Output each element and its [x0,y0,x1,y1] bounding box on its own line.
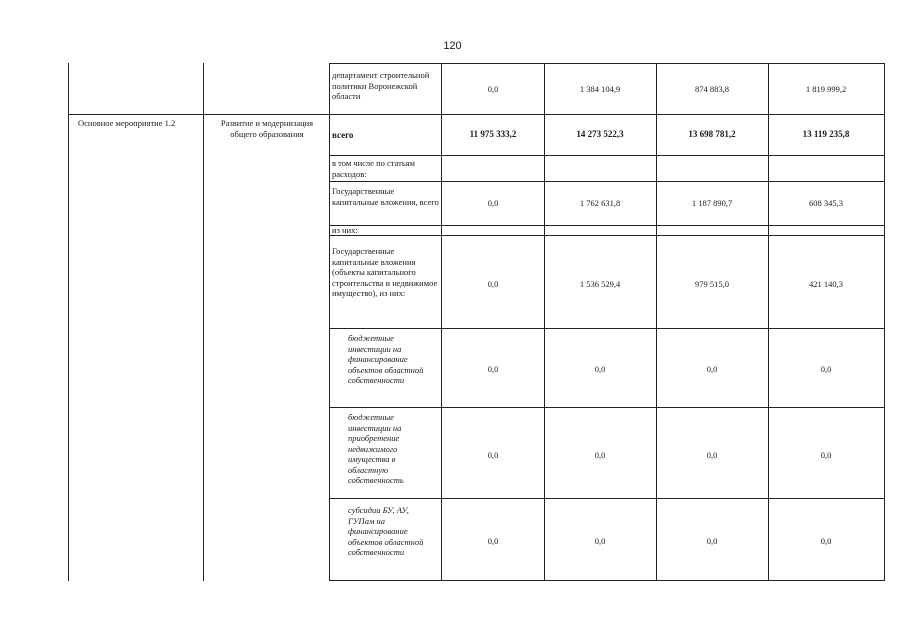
measure-name: Основное мероприятие 1.2 [78,118,176,128]
row-acquisition-value-2: 0,0 [594,450,606,460]
row-label-capital-objects: Государственные капитальные вложения (объекты капитального строительства и недвижимое имущество), из них: [332,246,438,298]
row-financing-value-3: 0,0 [706,364,718,374]
row-subsidies-value-2: 0,0 [594,536,606,546]
row-label-capital-investments: Государственные капитальные вложения, всего [332,186,439,207]
row-objects-value-4: 421 140,3 [809,279,843,289]
row-department-value-4: 1 819 999,2 [805,84,847,94]
row-total-value-3: 13 698 781,2 [688,129,736,139]
row-objects-value-3: 979 515,0 [695,279,729,289]
row-capital-value-2: 1 762 631,8 [579,198,621,208]
row-financing-value-1: 0,0 [487,364,499,374]
row-acquisition-value-3: 0,0 [706,450,718,460]
row-label-budget-investments-acquisition: бюджетные инвестиции на приобретение недвижимого имущества в областную собственность [348,412,404,485]
row-label-of-them: из них: [332,225,358,235]
row-total-value-2: 14 273 522,3 [576,129,624,139]
row-total-value-1: 11 975 333,2 [469,129,517,139]
row-capital-value-1: 0,0 [487,198,499,208]
row-financing-value-2: 0,0 [594,364,606,374]
row-label-by-items: в том числе по статьям расходов: [332,158,416,179]
row-financing-value-4: 0,0 [820,364,832,374]
row-acquisition-value-4: 0,0 [820,450,832,460]
measure-title: Развитие и модернизация общего образования [220,118,314,139]
row-objects-value-2: 1 536 529,4 [579,279,621,289]
row-subsidies-value-4: 0,0 [820,536,832,546]
row-department-value-1: 0,0 [487,84,499,94]
row-label-budget-investments-financing: бюджетные инвестиции на финансирование объектов областной собственности [348,333,424,385]
row-label-total: всего [332,130,354,140]
row-subsidies-value-3: 0,0 [706,536,718,546]
row-capital-value-4: 608 345,3 [809,198,843,208]
row-department-value-3: 874 883,8 [695,84,729,94]
row-capital-value-3: 1 187 890,7 [691,198,733,208]
row-label-subsidies: субсидии БУ, АУ, ГУПам на финансирование объектов областной собственности [348,505,424,557]
row-total-value-4: 13 119 235,8 [802,129,850,139]
row-subsidies-value-1: 0,0 [487,536,499,546]
row-acquisition-value-1: 0,0 [487,450,499,460]
row-department-value-2: 1 384 104,9 [579,84,621,94]
page-number: 120 [443,40,462,52]
row-label-department: департамент строительной политики Воронежской области [332,70,430,101]
row-objects-value-1: 0,0 [487,279,499,289]
